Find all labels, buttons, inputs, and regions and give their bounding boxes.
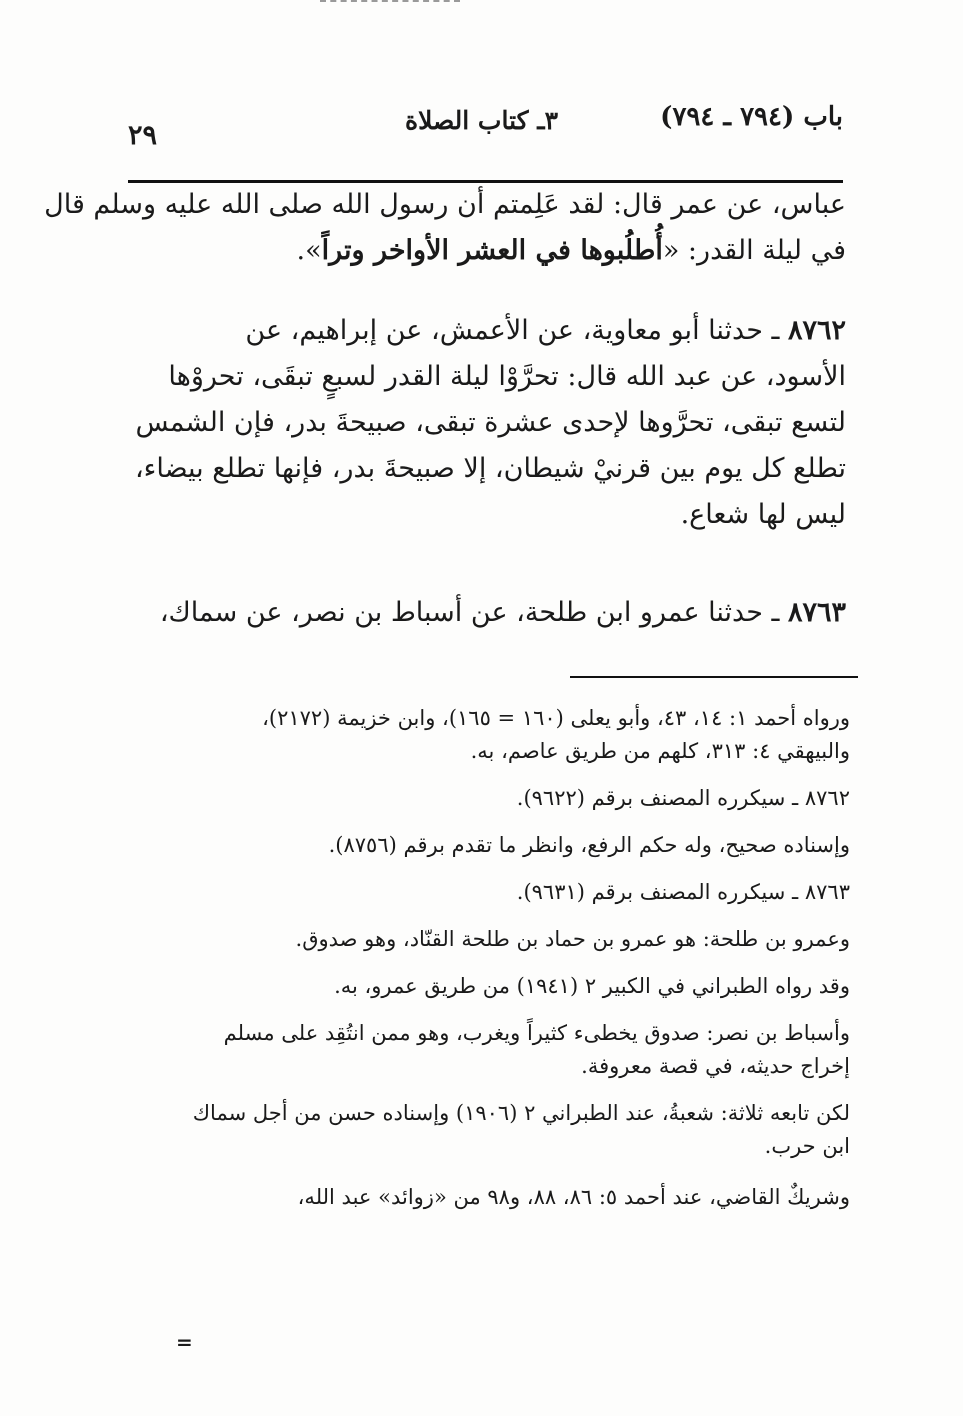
hadith-number: ٨٧٦٣ xyxy=(787,597,846,628)
text-line: ٨٧٦٣ ـ حدثنا عمرو ابن طلحة، عن أسباط بن نصر، عن سماك، xyxy=(159,597,846,628)
text-line: ٨٧٦٢ ـ حدثنا أبو معاوية، عن الأعمش، عن إبراهيم، عن xyxy=(245,315,846,346)
footnote-line: ٨٧٦٢ ـ سيكرره المصنف برقم (٩٦٢٢). xyxy=(516,786,850,810)
hadith-number: ٨٧٦٢ xyxy=(787,315,846,346)
footnote-line: والبيهقي ٤: ٣١٣، كلهم من طريق عاصم، به. xyxy=(470,739,850,763)
text-line: ليس لها شعاع. xyxy=(680,499,846,530)
footnote-line: وأسباط بن نصر: صدوق يخطىء كثيراً ويغرب، وهو ممن انتُقِد على مسلم xyxy=(223,1021,850,1045)
footnote-line: وقد رواه الطبراني في الكبير ٢ (١٩٤١) من طريق عمرو، به. xyxy=(334,974,850,998)
footnote-line: ٨٧٦٣ ـ سيكرره المصنف برقم (٩٦٣١). xyxy=(516,880,850,904)
footnotes xyxy=(150,702,850,1214)
paragraph-continuation xyxy=(44,182,846,274)
hadith-8762 xyxy=(134,308,846,538)
page-header xyxy=(128,100,843,183)
scan-artifact-line xyxy=(320,0,460,2)
hadith-8763 xyxy=(134,590,846,636)
footnote-line: وشريكٌ القاضي، عند أحمد ٥: ٨٦، ٨٨، و٩٨ من «زوائد» عبد الله، xyxy=(297,1185,850,1209)
footnote-line: إخراج حديثه، في قصة معروفة. xyxy=(581,1054,850,1078)
book-title: ٣ـ كتاب الصلاة xyxy=(404,106,558,135)
footnote-line: ورواه أحمد ١: ١٤، ٤٣، وأبو يعلى (١٦٠ = ١٦٥)، وابن خزيمة (٢١٧٢)، xyxy=(262,706,850,730)
footnote-separator xyxy=(570,676,858,678)
quoted-hadith-text: أُطلُبوها في العشر الأواخر وتراً xyxy=(321,235,663,266)
text-line: تطلع كل يوم بين قرنيْ شيطان، إلا صبيحةَ بدر، فإنها تطلع بيضاء، xyxy=(134,453,846,484)
chapter-title: باب (٧٩٤ ـ ٧٩٤) xyxy=(660,102,843,132)
text-line: عباس، عن عمر قال: لقد عَلِمتم أن رسول الله صلى الله عليه وسلم قال xyxy=(44,189,846,220)
footnote-line: ابن حرب. xyxy=(764,1134,850,1158)
continuation-mark: = xyxy=(176,1330,193,1354)
text-line: الأسود، عن عبد الله قال: تحرَّوْا ليلة القدر لسبعٍ تبقَى، تحروْها xyxy=(168,361,846,392)
text-line: في ليلة القدر: «أُطلُبوها في العشر الأواخر وتراً». xyxy=(296,235,846,266)
text-line: لتسع تبقى، تحرَّوها لإحدى عشرة تبقى، صبيحةَ بدر، فإن الشمس xyxy=(135,407,846,438)
page-number: ٢٩ xyxy=(128,120,158,151)
footnote-line: لكن تابعه ثلاثة: شعبةُ، عند الطبراني ٢ (١٩٠٦) وإسناده حسن من أجل سماك xyxy=(192,1101,850,1125)
footnote-line: وإسناده صحيح، وله حكم الرفع، وانظر ما تقدم برقم (٨٧٥٦). xyxy=(328,833,850,857)
footnote-line: وعمرو بن طلحة: هو عمرو بن حماد بن طلحة القنّاد، وهو صدوق. xyxy=(295,927,850,951)
